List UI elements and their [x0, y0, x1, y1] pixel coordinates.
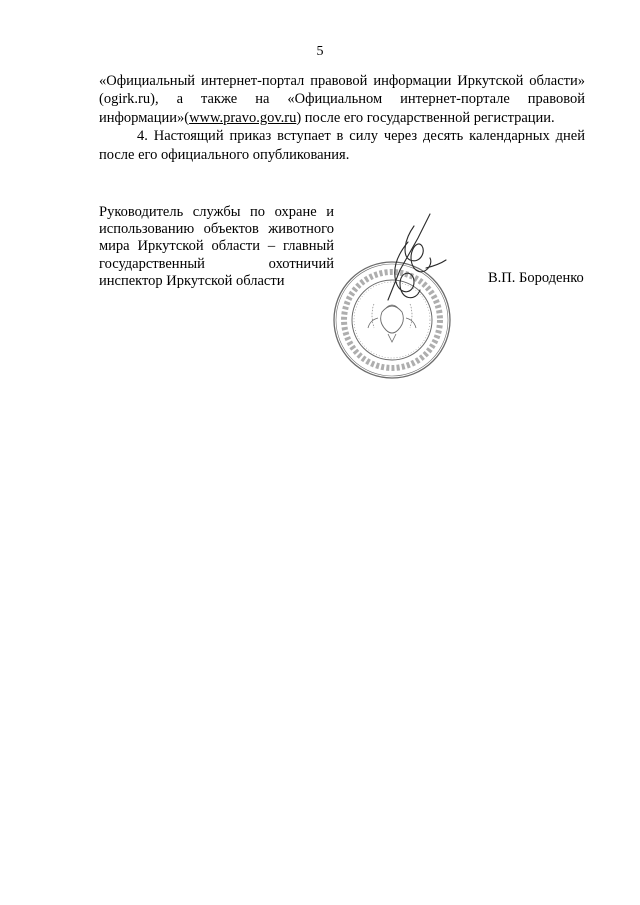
- publication-text-after: ) после его государственной регистрации.: [296, 109, 555, 126]
- signer-name: В.П. Бороденко: [488, 270, 584, 286]
- paragraph-publication: [99, 72, 585, 127]
- official-seal-icon: [334, 262, 450, 378]
- publication-text-before: «Официальный интернет-портал правовой информации Иркутской области» (ogirk.ru), а также на «Официальном интернет-портале правовой информации»(: [99, 73, 585, 126]
- signatory-position: Руководитель службы по охране и использованию объектов животного мира Иркутской области – главный государственный охотничий инспектор Иркутской области: [99, 204, 334, 289]
- pravo-link[interactable]: www.pravo.gov.ru: [189, 109, 297, 126]
- document-body: [99, 72, 585, 164]
- page-number: 5: [316, 44, 324, 59]
- stamp-and-signature: [330, 208, 460, 383]
- paragraph-effective-date: 4. Настоящий приказ вступает в силу через десять календарных дней после его официального опубликования.: [99, 128, 585, 163]
